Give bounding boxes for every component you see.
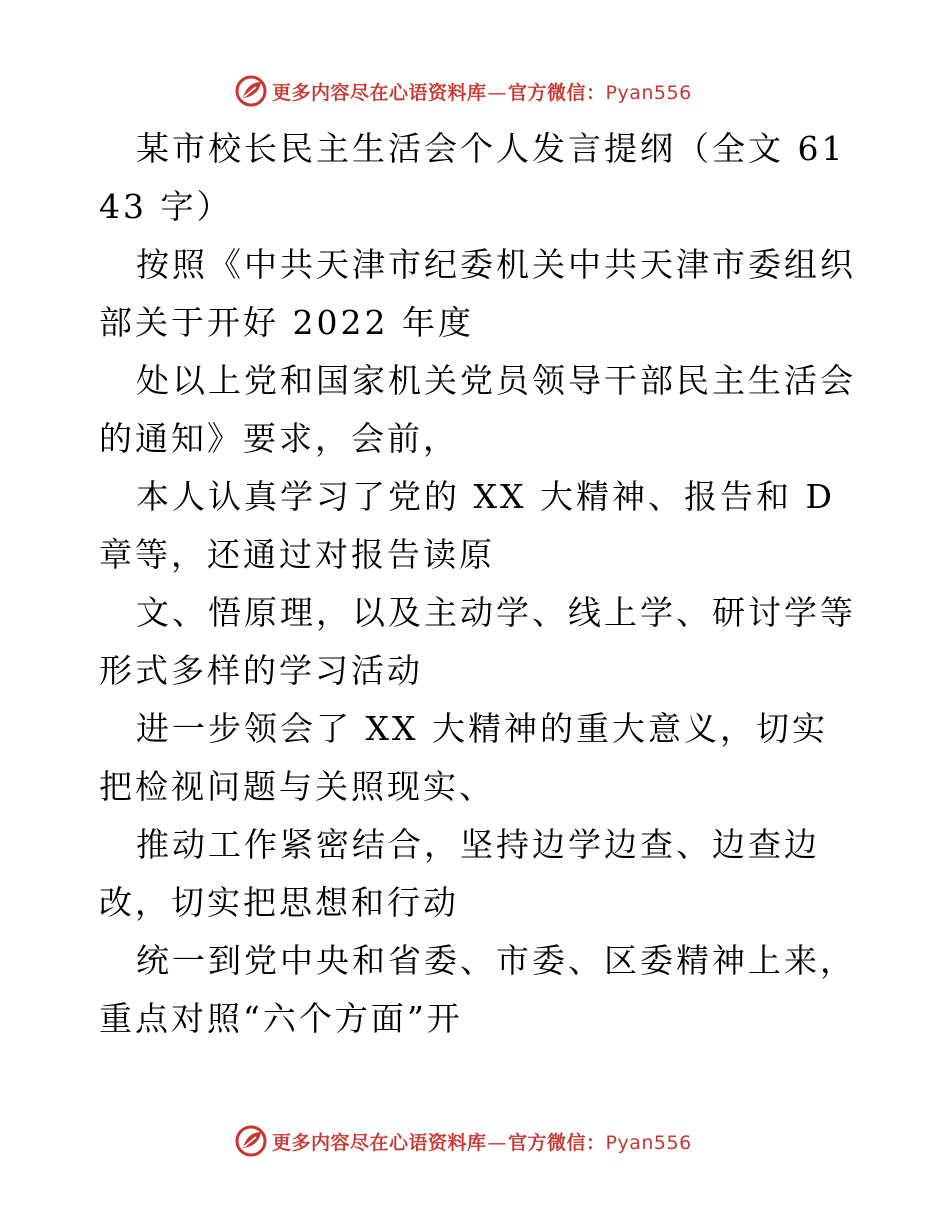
watermark-wechat-id: Pyan556 — [605, 81, 692, 104]
paragraph-3: 本人认真学习了党的 XX 大精神、报告和 D章等，还通过对报告读原 — [99, 477, 835, 574]
leaf-logo-icon — [234, 74, 268, 108]
paragraph-6: 推动工作紧密结合，坚持边学边查、边查边改，切实把思想和行动 — [99, 825, 820, 922]
header-watermark — [234, 73, 692, 109]
watermark-dash: — — [487, 81, 508, 104]
document-body — [99, 120, 859, 1048]
paragraph-2: 处以上党和国家机关党员领导干部民主生活会的通知》要求，会前， — [99, 361, 856, 458]
watermark-dash: — — [487, 1131, 508, 1154]
paragraph-1: 按照《中共天津市纪委机关中共天津市委组织部关于开好 2022 年度 — [99, 245, 856, 342]
paragraph-5: 进一步领会了 XX 大精神的重大意义，切实把检视问题与关照现实、 — [99, 709, 828, 806]
footer-watermark — [234, 1123, 692, 1159]
watermark-brand: 更多内容尽在心语资料库 — [272, 1131, 487, 1154]
document-title: 某市校长民主生活会个人发言提纲（全文 6143 字） — [99, 129, 846, 226]
watermark-wechat-id: Pyan556 — [605, 1131, 692, 1154]
paragraph-7: 统一到党中央和省委、市委、区委精神上来，重点对照“六个方面”开 — [99, 941, 856, 1038]
watermark-official-label: 官方微信： — [508, 1131, 606, 1154]
watermark-official-label: 官方微信： — [508, 81, 606, 104]
watermark-brand: 更多内容尽在心语资料库 — [272, 81, 487, 104]
paragraph-4: 文、悟原理，以及主动学、线上学、研讨学等形式多样的学习活动 — [99, 593, 856, 690]
leaf-logo-icon — [234, 1124, 268, 1158]
